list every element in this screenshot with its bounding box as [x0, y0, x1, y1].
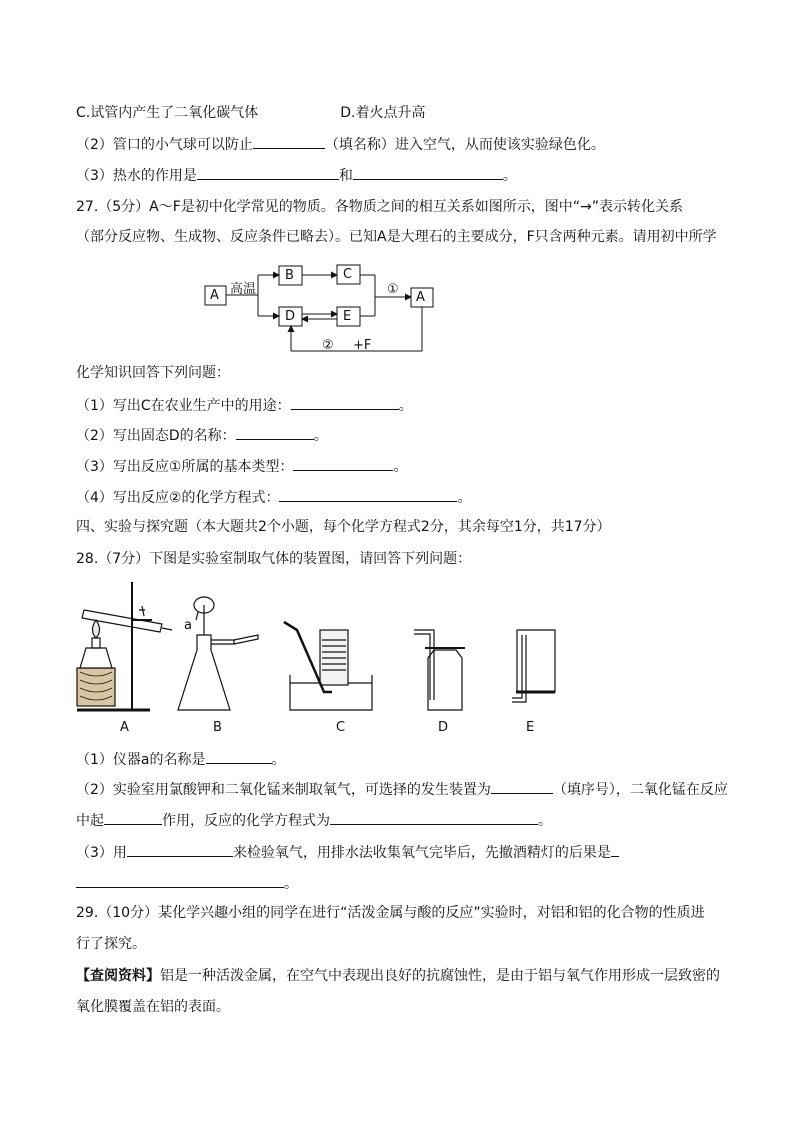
q28-sub3-text-a: （3）用	[76, 845, 127, 861]
q27-sub3	[76, 456, 407, 476]
q26-sub2-text-a: （2）管口的小气球可以防止	[76, 137, 253, 153]
q27-line1: 27.（5分）A～F是初中化学常见的物质。各物质之间的相互关系如图所示，图中“→”表示转化关系	[76, 199, 684, 215]
q27-sub2-blank[interactable]	[236, 425, 314, 440]
node-a-right: A	[416, 290, 425, 305]
q26-sub3-text-b: 和	[338, 168, 353, 184]
q26-sub3-text-a: （3）热水的作用是	[76, 168, 197, 184]
apparatus-c-drawing	[284, 622, 372, 710]
q27-sub4-end: 。	[457, 490, 472, 506]
q29-reference	[76, 967, 720, 985]
reaction-1-label: ①	[387, 282, 399, 297]
q27-sub1-text: （1）写出C在农业生产中的用途：	[76, 398, 291, 414]
q29-line2: 行了探究。	[76, 936, 146, 952]
q28-sub2	[76, 779, 728, 799]
q27-sub4-text: （4）写出反应②的化学方程式：	[76, 490, 280, 506]
q29-line1: 29.（10分）某化学兴趣小组的同学在进行“活泼金属与酸的反应”实验时，对铝和铝的化合物的性质进	[76, 905, 705, 921]
apparatus-label-a: A	[120, 720, 129, 735]
q28-sub3-end: 。	[284, 876, 298, 892]
q28-sub3-cont	[76, 873, 298, 893]
plus-f-label: +F	[353, 338, 372, 353]
q27-sub4-blank[interactable]	[279, 487, 457, 502]
q28-apparatus-figure	[72, 580, 572, 740]
apparatus-label-e: E	[526, 720, 535, 735]
q28-sub1	[76, 749, 286, 769]
apparatus-label-d: D	[438, 720, 449, 735]
q28-sub2-text-a: （2）实验室用氯酸钾和二氧化锰来制取氧气，可选择的发生装置为	[76, 782, 491, 798]
q26-sub2-blank[interactable]	[253, 134, 325, 149]
q28-sub2-end: 。	[538, 813, 552, 829]
q26-sub3	[76, 165, 517, 185]
q27-sub3-text: （3）写出反应①所属的基本类型：	[76, 459, 294, 475]
q28-line1: 28.（7分）下图是实验室制取气体的装置图，请回答下列问题：	[76, 551, 472, 567]
q26-sub3-text-c: 。	[502, 168, 517, 184]
q27-line3: 化学知识回答下列问题：	[76, 365, 230, 381]
q26-options-line	[76, 104, 425, 122]
q27-sub2-text: （2）写出固态D的名称：	[76, 428, 236, 444]
q27-sub2-end: 。	[313, 428, 328, 444]
q29-reference-text-1: 铝是一种活泼金属，在空气中表现出良好的抗腐蚀性，是由于铝与氧气作用形成一层致密的	[160, 968, 720, 984]
instrument-a-label: a	[184, 618, 192, 633]
q26-sub3-blank-1[interactable]	[197, 165, 339, 180]
q27-sub1-blank[interactable]	[291, 395, 399, 410]
node-a-left: A	[210, 288, 219, 303]
q26-sub2	[76, 134, 605, 154]
q27-sub1-end: 。	[398, 398, 413, 414]
apparatus-drawings	[72, 580, 572, 740]
q28-sub2-text-d: 作用，反应的化学方程式为	[162, 813, 330, 829]
q28-sub2-blank-2[interactable]	[104, 810, 162, 825]
q27-sub3-end: 。	[393, 459, 408, 475]
apparatus-b-drawing	[178, 597, 258, 710]
section-4-title: 四、实验与探究题（本大题共2个小题，每个化学方程式2分，其余每空1分，共17分）	[76, 519, 611, 535]
q27-sub2	[76, 425, 328, 445]
q26-sub3-blank-2[interactable]	[353, 165, 503, 180]
q27-line2: （部分反应物、生成物、反应条件已略去）。已知A是大理石的主要成分，F只含两种元素。请用初中所学	[76, 229, 717, 245]
q27-sub4	[76, 487, 471, 507]
apparatus-label-b: B	[213, 720, 222, 735]
q28-sub2-text-c: 中起	[76, 813, 104, 829]
node-b: B	[285, 268, 294, 283]
q28-sub3-blank-2a[interactable]	[611, 842, 619, 857]
apparatus-label-c: C	[336, 720, 346, 735]
node-e: E	[343, 309, 352, 324]
q27-sub3-blank[interactable]	[293, 456, 393, 471]
q29-reference-cont: 氧化膜覆盖在铝的表面。	[76, 999, 230, 1015]
q27-sub1	[76, 395, 413, 415]
q28-sub2-cont	[76, 810, 552, 830]
node-d: D	[285, 309, 296, 324]
q28-sub3-text-b: 来检验氧气，用排水法收集氧气完毕后，先撤酒精灯的后果是	[232, 845, 611, 861]
q28-sub2-blank-1[interactable]	[491, 779, 553, 794]
q28-sub1-blank[interactable]	[206, 749, 272, 764]
q29-reference-label: 【查阅资料】	[76, 968, 160, 984]
apparatus-d-drawing	[414, 630, 465, 710]
label-gaowen: 高温	[230, 282, 257, 297]
q28-sub1-end: 。	[271, 752, 286, 768]
node-c: C	[343, 267, 353, 282]
q28-sub3-blank-1[interactable]	[127, 842, 233, 857]
q26-sub2-text-b: （填名称）进入空气，从而使该实验绿色化。	[324, 137, 605, 153]
q26-option-d: D.着火点升高	[340, 105, 426, 121]
q28-sub3	[76, 842, 619, 862]
apparatus-a-drawing	[77, 582, 172, 710]
q28-sub1-text: （1）仪器a的名称是	[76, 752, 206, 768]
apparatus-e-drawing	[512, 630, 555, 702]
reaction-2-label: ②	[322, 338, 334, 353]
q26-option-c: C.试管内产生了二氧化碳气体	[76, 105, 259, 121]
q28-sub2-blank-3[interactable]	[330, 810, 538, 825]
q28-sub3-blank-2b[interactable]	[76, 873, 284, 888]
q27-diagram	[200, 258, 450, 358]
q28-sub2-text-b: （填序号），二氧化锰在反应	[552, 782, 728, 798]
